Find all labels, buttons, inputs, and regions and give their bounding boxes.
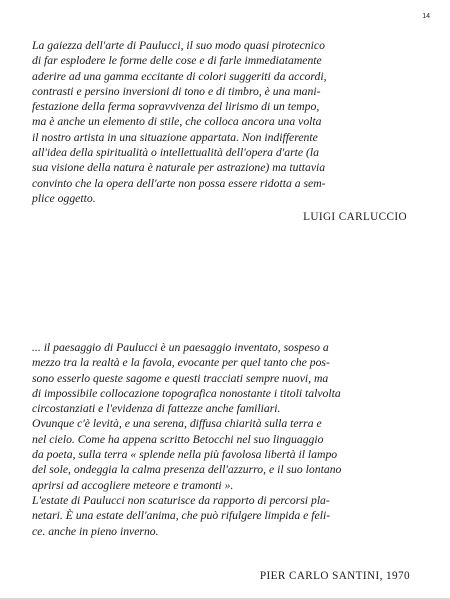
- quote-line: aderire ad una gamma eccitante di colori suggeriti da accordi,: [32, 69, 327, 83]
- quote-line: all'idea della spiritualità o intellettualità dell'opera d'arte (la: [32, 146, 320, 160]
- quote-line: di impossibile collocazione topografica nonostante i titoli talvolta: [32, 386, 341, 400]
- quote-line: sua visione della natura è naturale per astrazione) ma tuttavia: [32, 161, 326, 175]
- quote-line: circostanziati e l'evidenza di fattezze anche familiari.: [32, 402, 281, 416]
- quote-line: il nostro artista in una situazione appartata. Non indifferente: [32, 130, 318, 144]
- quote-line: mezzo tra la realtà e la favola, evocante per quel tanto che pos-: [32, 356, 330, 370]
- quote-line: contrasti e persino inversioni di tono e di timbro, è una mani-: [32, 84, 321, 98]
- quote-line: di far esplodere le forme delle cose e di farle immediatamente: [32, 54, 322, 68]
- quote-line: sono esserlo queste sagome e questi tracciati sempre nuovi, ma: [32, 371, 329, 385]
- quote-line: da poeta, sulla terra « splende nella più favolosa libertà il lampo: [32, 448, 338, 462]
- quote-carluccio: [32, 38, 327, 206]
- page-number: 14: [422, 13, 430, 20]
- quote-line: La gaiezza dell'arte di Paulucci, il suo modo quasi pirotecnico: [32, 39, 325, 52]
- author-carluccio: LUIGI CARLUCCIO: [303, 211, 407, 223]
- quote-line: festazione della ferma sopravvivenza del lirismo di un tempo,: [32, 100, 320, 114]
- quote-line: ce. anche in pieno inverno.: [32, 524, 159, 538]
- quote-line: del sole, ondeggia la calma presenza dell'azzurro, e il suo lontano: [32, 463, 342, 477]
- quote-line: netari. È una estate dell'anima, che può rifulgere limpida e feli-: [32, 509, 331, 523]
- author-santini: PIER CARLO SANTINI, 1970: [259, 570, 410, 582]
- quote-line: plice oggetto.: [32, 191, 96, 205]
- quote-line: Ovunque c'è levità, e una serena, diffusa chiarità sulla terra e: [32, 417, 322, 431]
- quote-line: ma è anche un elemento di stile, che colloca ancora una volta: [32, 115, 322, 129]
- quote-line: aprirsi ad accogliere meteore e tramonti ».: [32, 478, 234, 492]
- quote-line: nel cielo. Come ha appena scritto Betocchi nel suo linguaggio: [32, 432, 324, 446]
- quote-line: ... il paesaggio di Paulucci è un paesaggio inventato, sospeso a: [32, 341, 329, 354]
- quote-line: convinto che la opera dell'arte non possa essere ridotta a sem-: [32, 176, 326, 190]
- quote-line: L'estate di Paulucci non scaturisce da rapporto di percorsi pla-: [32, 493, 330, 507]
- quote-santini: [32, 340, 341, 539]
